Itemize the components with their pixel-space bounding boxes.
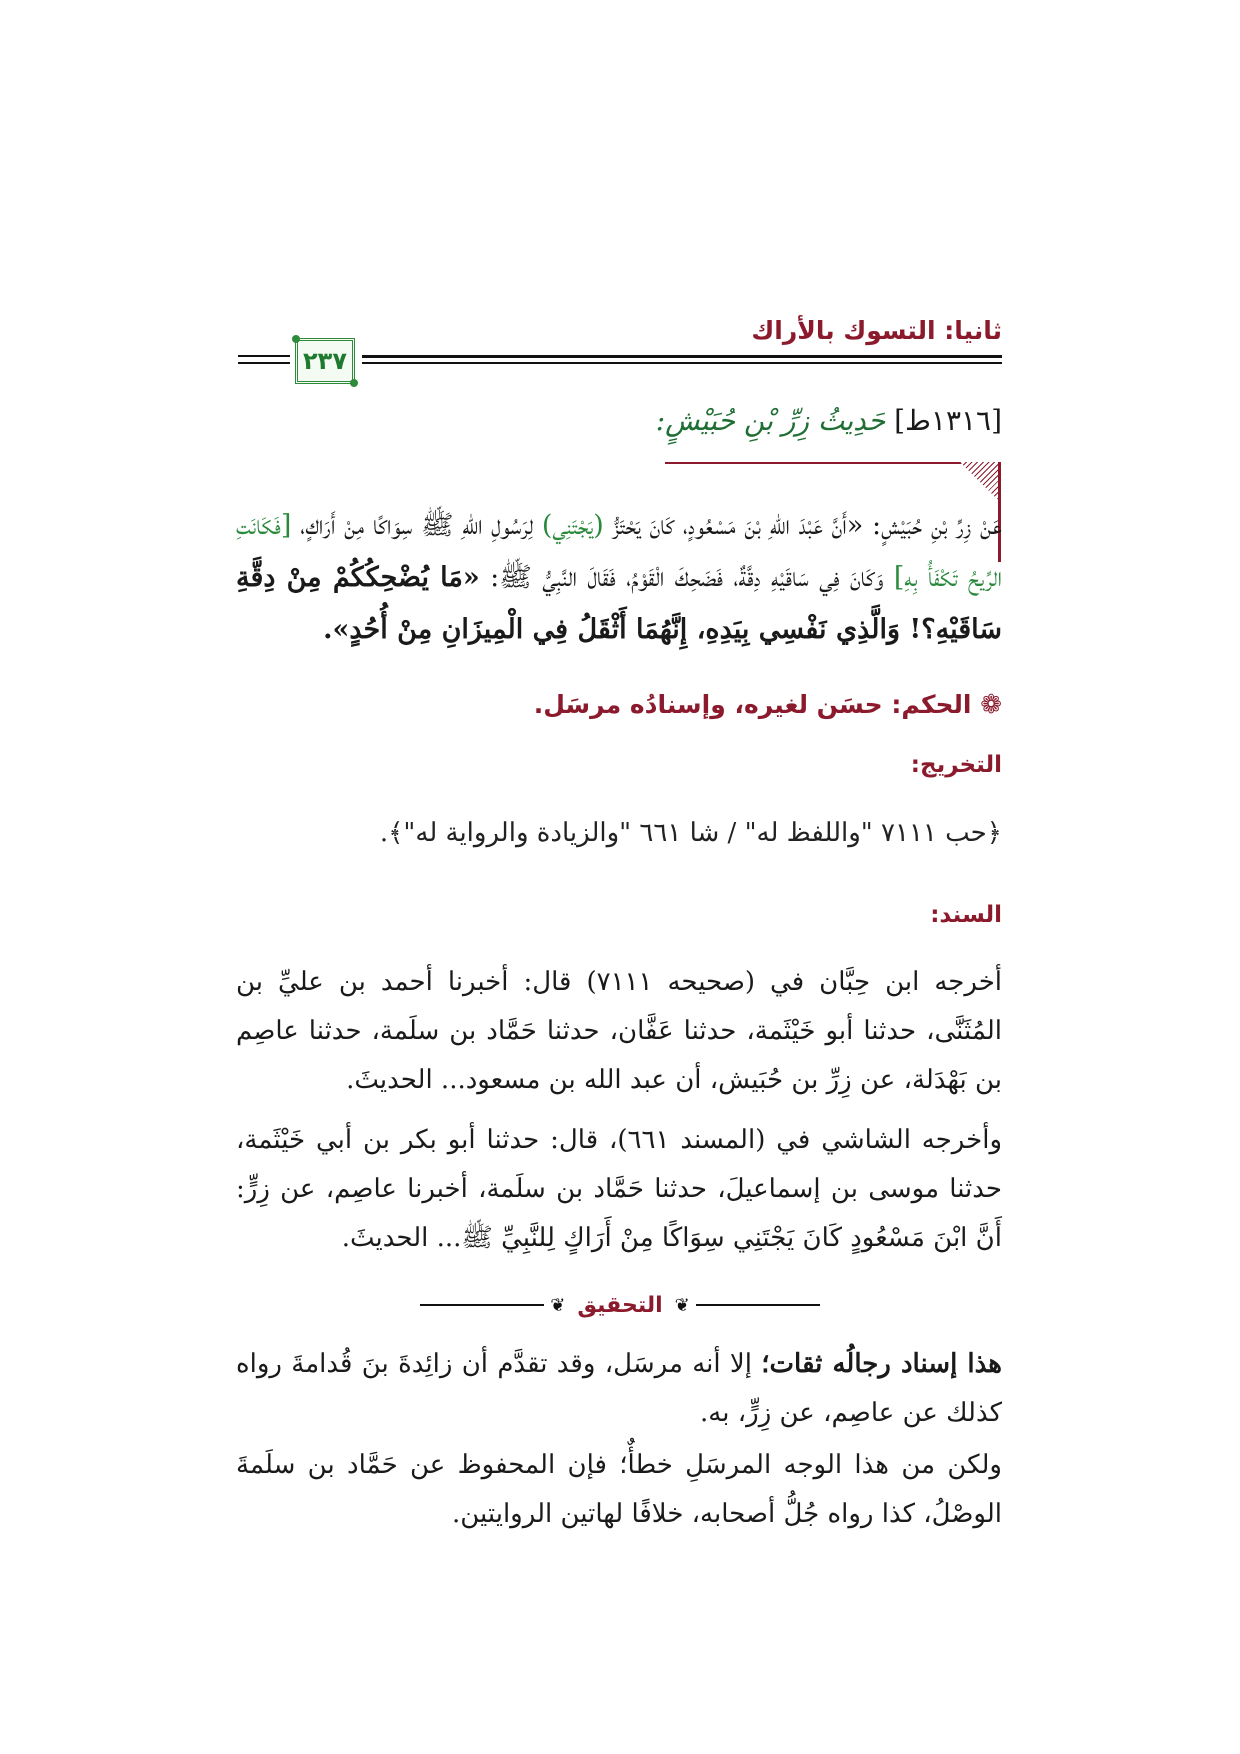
tahqiq-bold-phrase: هذا إسناد رجالُه ثقات؛ (761, 1349, 1003, 1379)
ruling-value: حسَن لغيره، وإسنادُه مرسَل. (533, 690, 883, 719)
tahqiq-paragraph-1-rest: إلا أنه مرسَل، وقد تقدَّم أن زائِدةَ بنَ قُدامةَ رواه كذلك عن عاصِم، عن زِرٍّ، به. (236, 1349, 1002, 1428)
hadith-variant-2: [فَكَانَتِ الرِّيحُ تَكْفَأُ بِهِ] (236, 510, 1002, 593)
chapter-header: ثانيا: التسوك بالأراك (751, 316, 1002, 345)
hadith-title: حَدِيثُ زِرِّ بْنِ حُبَيْشٍ: (655, 404, 886, 437)
ruling-line (534, 690, 1002, 720)
sanad-paragraph-2: وأخرجه الشاشي في (المسند ٦٦١)، قال: حدثنا أبو بكر بن أبي خَيْثَمة، حدثنا موسى بن إسماعيلَ، حدثنا حَمَّاد بن سلَمة، أخبرنا عاصِم، عن زِرٍّ: أَنَّ ابْنَ مَسْعُودٍ كَانَ يَجْتَنِي سِوَاكًا مِنْ أَرَاكٍ لِلنَّبِيِّ ﷺ... الحديثَ. (236, 1125, 1003, 1253)
divider-line-left (420, 1304, 544, 1306)
page-number (295, 338, 355, 384)
hadith-text-part2: لِرَسُولِ اللهِ ﷺ سِوَاكًا مِنْ أَرَاكٍ، (300, 510, 534, 541)
header-rule-right (362, 355, 1002, 364)
hadith-text-part1: عَنْ زِرِّ بْنِ حُبَيْشٍ: «أَنَّ عَبْدَ اللهِ بْنَ مَسْعُودٍ، كَانَ يَحْتَزُّ (612, 510, 1002, 541)
flower-ornament-icon: ❁ (980, 690, 1002, 720)
ruling-label: الحكم: (891, 690, 972, 719)
tahqiq-paragraph-1 (236, 1340, 1002, 1438)
hadith-text-part3: وَكَانَ فِي سَاقَيْهِ دِقَّةٌ، فَضَحِكَ الْقَوْمُ، فَقَالَ النَّبِيُّ ﷺ: (490, 562, 884, 593)
takhrij-text: ﴿حب ٧١١١ "واللفظ له" / شا ٦٦١ "والزيادة والرواية له"﴾. (379, 818, 1002, 848)
hadith-prophet-saying: «مَا يُضْحِكُكُمْ مِنْ دِقَّةِ سَاقَيْهِ؟! وَالَّذِي نَفْسِي بِيَدِهِ، إِنَّهُمَا أَثْقَلُ فِي الْمِيزَانِ مِنْ أُحُدٍ». (236, 562, 1002, 645)
page-number-text: ٢٣٧ (303, 347, 347, 375)
divider-ornament-icon: ❦ (674, 1294, 690, 1316)
sanad-label: السند: (930, 902, 1002, 928)
tahqiq-divider (420, 1290, 820, 1320)
takhrij-label: التخريج: (910, 752, 1002, 778)
hadith-variant-1: (يَجْتَنِي) (541, 510, 604, 541)
sanad-paragraph-1: أخرجه ابن حِبَّان في (صحيحه ٧١١١) قال: أخبرنا أحمد بن عليِّ بن المُثَنَّى، حدثنا أبو خَيْثَمة، حدثنا عَفَّان، حدثنا حَمَّاد بن سلَمة، حدثنا عاصِم بن بَهْدَلة، عن زِرِّ بن حُبَيش، أن عبد الله بن مسعود... الحديثَ. (236, 967, 1002, 1095)
title-underline (665, 462, 995, 464)
header-rule-left (238, 355, 290, 364)
divider-line-right (696, 1304, 820, 1306)
hadith-heading (656, 404, 1002, 437)
hadith-number: [١٣١٦ط] (894, 404, 1002, 437)
divider-ornament-icon: ❦ (550, 1294, 566, 1316)
hadith-text (236, 500, 1002, 656)
tahqiq-label: التحقيق (577, 1292, 663, 1318)
corner-ornament-icon (960, 462, 1000, 502)
tahqiq-paragraph-2: ولكن من هذا الوجه المرسَلِ خطأٌ؛ فإن المحفوظ عن حَمَّاد بن سلَمةَ الوصْلُ، كذا رواه جُلُّ أصحابه، خلافًا لهاتين الروايتين. (236, 1450, 1002, 1529)
